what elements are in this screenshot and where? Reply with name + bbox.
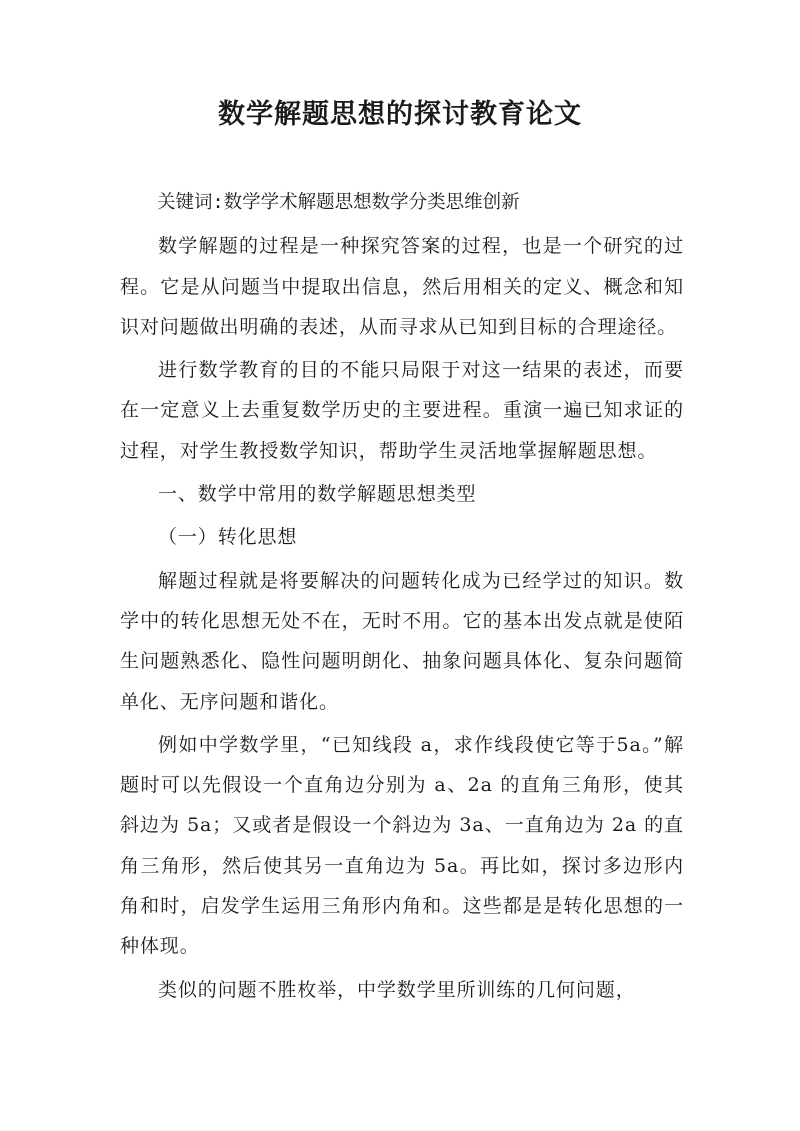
- paragraph: 类似的问题不胜枚举，中学数学里所训练的几何问题，: [158, 978, 636, 1001]
- document-title: 数学解题思想的探讨教育论文: [218, 99, 582, 130]
- section-heading: 一、数学中常用的数学解题思想类型: [158, 483, 477, 506]
- keywords-line: 关键词:数学学术解题思想数学分类思维创新: [157, 192, 520, 213]
- paragraph: 解题过程就是将要解决的问题转化成为已经学过的知识。数学中的转化思想无处不在，无时不用。它的基本出发点就是使陌生问题熟悉化、隐性问题明朗化、抽象问题具体化、复杂问题简单化、无序问题和谐化。: [120, 569, 684, 713]
- subsection-heading: （一）转化思想: [158, 526, 298, 549]
- paragraph: 数学解题的过程是一种探究答案的过程，也是一个研究的过程。它是从问题当中提取出信息，然后用相关的定义、概念和知识对问题做出明确的表述，从而寻求从已知到目标的合理途径。: [120, 235, 684, 338]
- document-body: [120, 183, 684, 1013]
- paragraph: 例如中学数学里，“已知线段 a，求作线段使它等于5a。”解题时可以先假设一个直角边分别为 a、2a 的直角三角形，使其斜边为 5a；又或者是假设一个斜边为 3a、一直角边为 2a 的直角三角形，然后使其另一直角边为 5a。再比如，探讨多边形内角和时，启发学生运用三角形内角和。这些都是是转化思想的一种体现。: [120, 733, 684, 958]
- paragraph: 进行数学教育的目的不能只局限于对这一结果的表述，而要在一定意义上去重复数学历史的主要进程。重演一遍已知求证的过程，对学生教授数学知识，帮助学生灵活地掌握解题思想。: [120, 359, 684, 462]
